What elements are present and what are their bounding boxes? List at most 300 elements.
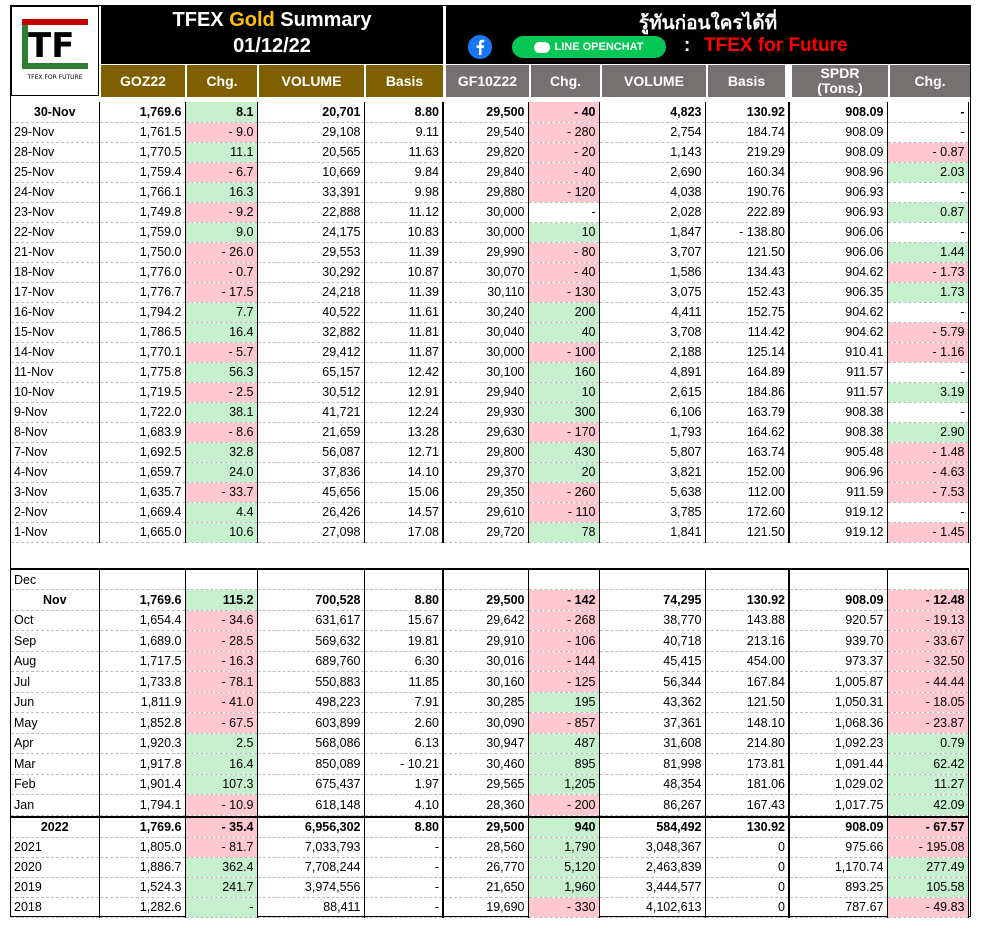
cell: 74,295 xyxy=(599,590,705,611)
cell: 631,617 xyxy=(257,610,364,631)
cell: - xyxy=(887,182,968,202)
cell xyxy=(887,569,968,590)
cell: 28,360 xyxy=(443,795,528,816)
cell: 4,891 xyxy=(599,362,705,382)
row-label: 4-Nov xyxy=(11,462,99,482)
cell: - 142 xyxy=(528,590,599,611)
cell: 29,500 xyxy=(443,817,528,837)
cell: 10.87 xyxy=(364,262,443,282)
cell: 1,005.87 xyxy=(789,672,887,693)
cell: 134.43 xyxy=(705,262,789,282)
col-header-gf-volume: VOLUME xyxy=(602,65,706,97)
cell: 895 xyxy=(528,754,599,775)
table-row xyxy=(11,262,968,282)
brand-link[interactable]: TFEX for Future xyxy=(704,35,848,56)
cell: 908.38 xyxy=(789,402,887,422)
cell: 41,721 xyxy=(257,402,364,422)
row-label: 2021 xyxy=(11,837,99,857)
cell: 975.66 xyxy=(789,837,887,857)
row-label: 30-Nov xyxy=(11,102,99,122)
cell: 1,769.6 xyxy=(99,102,185,122)
row-label: Oct xyxy=(11,610,99,631)
cell: 911.59 xyxy=(789,482,887,502)
cell: 105.58 xyxy=(887,877,968,897)
cell: 125.14 xyxy=(705,342,789,362)
cell: 618,148 xyxy=(257,795,364,816)
cell: 31,608 xyxy=(599,733,705,754)
cell: 9.84 xyxy=(364,162,443,182)
cell: - 18.05 xyxy=(887,692,968,713)
table-row xyxy=(11,482,968,502)
cell: 4,823 xyxy=(599,102,705,122)
cell: 5,807 xyxy=(599,442,705,462)
row-label: 18-Nov xyxy=(11,262,99,282)
cell: 30,460 xyxy=(443,754,528,775)
cell: - 7.53 xyxy=(887,482,968,502)
cell: - 1.16 xyxy=(887,342,968,362)
cell: 1,659.7 xyxy=(99,462,185,482)
row-label: Nov xyxy=(11,590,99,611)
col-header-gold-chg: Chg. xyxy=(187,65,257,97)
cell: - 4.63 xyxy=(887,462,968,482)
cell: 29,720 xyxy=(443,522,528,542)
cell xyxy=(528,569,599,590)
row-label: 15-Nov xyxy=(11,322,99,342)
cell: 1,920.3 xyxy=(99,733,185,754)
cell: 1,733.8 xyxy=(99,672,185,693)
cell: 30,000 xyxy=(443,342,528,362)
cell: - 130 xyxy=(528,282,599,302)
cell: - 260 xyxy=(528,482,599,502)
cell: - 33.67 xyxy=(887,631,968,652)
cell: 908.96 xyxy=(789,162,887,182)
cell: 911.57 xyxy=(789,382,887,402)
cell: 121.50 xyxy=(705,522,789,542)
cell: 4,102,613 xyxy=(599,897,705,917)
cell: 2,028 xyxy=(599,202,705,222)
cell xyxy=(443,569,528,590)
cell: 17.08 xyxy=(364,522,443,542)
cell: 1,917.8 xyxy=(99,754,185,775)
title-prefix: TFEX xyxy=(172,9,230,31)
cell: 107.3 xyxy=(185,774,257,795)
cell: 11.39 xyxy=(364,282,443,302)
col-header-spdr: SPDR (Tons.) xyxy=(792,65,888,97)
cell: 21,659 xyxy=(257,422,364,442)
cell: 30,240 xyxy=(443,302,528,322)
cell: 584,492 xyxy=(599,817,705,837)
table-row xyxy=(11,774,968,795)
cell: 850,089 xyxy=(257,754,364,775)
row-label: 1-Nov xyxy=(11,522,99,542)
cell: 29,880 xyxy=(443,182,528,202)
cell: 1.44 xyxy=(887,242,968,262)
col-header-gf10z22: GF10Z22 xyxy=(446,65,529,97)
cell: - xyxy=(528,202,599,222)
cell: - 5.7 xyxy=(185,342,257,362)
cell: 152.00 xyxy=(705,462,789,482)
cell: - xyxy=(887,102,968,122)
cell: 19,690 xyxy=(443,897,528,917)
cell: 29,642 xyxy=(443,610,528,631)
table-row xyxy=(11,733,968,754)
cell: 3,048,367 xyxy=(599,837,705,857)
cell: 1,683.9 xyxy=(99,422,185,442)
cell: 10,669 xyxy=(257,162,364,182)
cell: 3,708 xyxy=(599,322,705,342)
table-row xyxy=(11,651,968,672)
cell: 29,108 xyxy=(257,122,364,142)
cell: 29,500 xyxy=(443,102,528,122)
cell: 181.06 xyxy=(705,774,789,795)
cell: 1,654.4 xyxy=(99,610,185,631)
cell: 1,722.0 xyxy=(99,402,185,422)
cell: 29,500 xyxy=(443,590,528,611)
cell: - 2.5 xyxy=(185,382,257,402)
promo-block xyxy=(446,6,970,64)
cell: 38,770 xyxy=(599,610,705,631)
col-header-spdr-chg: Chg. xyxy=(890,65,970,97)
row-label: 17-Nov xyxy=(11,282,99,302)
line-openchat-button[interactable] xyxy=(512,36,666,58)
cell: 1,050.31 xyxy=(789,692,887,713)
cell: 29,910 xyxy=(443,631,528,652)
cell: - 67.5 xyxy=(185,713,257,734)
col-header-gf-chg: Chg. xyxy=(531,65,600,97)
cell: 42.09 xyxy=(887,795,968,816)
cell: 1,805.0 xyxy=(99,837,185,857)
cell: - 80 xyxy=(528,242,599,262)
cell: - 8.6 xyxy=(185,422,257,442)
cell: 430 xyxy=(528,442,599,462)
cell: 908.09 xyxy=(789,102,887,122)
title-gold: Gold xyxy=(229,9,275,31)
row-label: 3-Nov xyxy=(11,482,99,502)
cell: - xyxy=(364,857,443,877)
table-row xyxy=(11,713,968,734)
cell: 26,770 xyxy=(443,857,528,877)
cell: 29,630 xyxy=(443,422,528,442)
cell: 163.79 xyxy=(705,402,789,422)
header xyxy=(11,6,970,97)
cell: 29,610 xyxy=(443,502,528,522)
cell: 115.2 xyxy=(185,590,257,611)
cell: 1,170.74 xyxy=(789,857,887,877)
cell: 213.16 xyxy=(705,631,789,652)
cell: 26,426 xyxy=(257,502,364,522)
cell: 1,769.6 xyxy=(99,590,185,611)
monthly-table xyxy=(11,568,969,816)
table-row xyxy=(11,322,968,342)
cell: 121.50 xyxy=(705,692,789,713)
cell: 11.61 xyxy=(364,302,443,322)
cell: 40,522 xyxy=(257,302,364,322)
row-label: 10-Nov xyxy=(11,382,99,402)
cell: - 9.0 xyxy=(185,122,257,142)
cell: 22,888 xyxy=(257,202,364,222)
cell: 904.62 xyxy=(789,322,887,342)
cell: - 120 xyxy=(528,182,599,202)
cell xyxy=(789,569,887,590)
table-row xyxy=(11,182,968,202)
cell: 1,750.0 xyxy=(99,242,185,262)
table-row xyxy=(11,795,968,816)
cell: 4.4 xyxy=(185,502,257,522)
row-label: May xyxy=(11,713,99,734)
cell: 2.60 xyxy=(364,713,443,734)
logo-text: TFEX FOR FUTURE xyxy=(27,74,83,81)
table-row xyxy=(11,382,968,402)
cell: 0 xyxy=(705,897,789,917)
row-label: 29-Nov xyxy=(11,122,99,142)
facebook-icon[interactable] xyxy=(467,34,493,60)
cell: 2,754 xyxy=(599,122,705,142)
cell: 27,098 xyxy=(257,522,364,542)
cell: 29,540 xyxy=(443,122,528,142)
cell: 30,000 xyxy=(443,202,528,222)
cell: 241.7 xyxy=(185,877,257,897)
logo-letters: TF xyxy=(28,26,75,66)
cell: - xyxy=(887,362,968,382)
cell: 904.62 xyxy=(789,302,887,322)
table-row xyxy=(11,102,968,122)
cell: - xyxy=(364,897,443,917)
cell xyxy=(364,569,443,590)
row-label: Sep xyxy=(11,631,99,652)
cell: 184.74 xyxy=(705,122,789,142)
cell: 29,565 xyxy=(443,774,528,795)
row-label: 11-Nov xyxy=(11,362,99,382)
cell: 8.80 xyxy=(364,102,443,122)
cell: 24.0 xyxy=(185,462,257,482)
cell: 1,766.1 xyxy=(99,182,185,202)
cell: 3,075 xyxy=(599,282,705,302)
cell: 1,692.5 xyxy=(99,442,185,462)
cell: 167.84 xyxy=(705,672,789,693)
cell: - 40 xyxy=(528,162,599,182)
cell: 4,411 xyxy=(599,302,705,322)
cell: 4.10 xyxy=(364,795,443,816)
table-row xyxy=(11,462,968,482)
cell: 1,635.7 xyxy=(99,482,185,502)
cell: 1,759.0 xyxy=(99,222,185,242)
cell: 5,638 xyxy=(599,482,705,502)
colon: : xyxy=(684,35,691,56)
report-date: 01/12/22 xyxy=(233,35,311,57)
cell: 164.62 xyxy=(705,422,789,442)
cell: 1.73 xyxy=(887,282,968,302)
cell: 56.3 xyxy=(185,362,257,382)
cell: 29,800 xyxy=(443,442,528,462)
cell: 16.4 xyxy=(185,754,257,775)
cell: 195 xyxy=(528,692,599,713)
cell: 1,143 xyxy=(599,142,705,162)
table-row xyxy=(11,522,968,542)
cell: 10.83 xyxy=(364,222,443,242)
cell: 2.03 xyxy=(887,162,968,182)
cell: - 5.79 xyxy=(887,322,968,342)
cell: 11.1 xyxy=(185,142,257,162)
cell: 1,852.8 xyxy=(99,713,185,734)
cell: - 20 xyxy=(528,142,599,162)
table-row xyxy=(11,222,968,242)
cell: - xyxy=(887,222,968,242)
row-label: Apr xyxy=(11,733,99,754)
row-label: 2019 xyxy=(11,877,99,897)
cell: 3.19 xyxy=(887,382,968,402)
cell: 1,794.2 xyxy=(99,302,185,322)
cell: 1,524.3 xyxy=(99,877,185,897)
cell: 911.57 xyxy=(789,362,887,382)
row-label: 23-Nov xyxy=(11,202,99,222)
cell: 906.93 xyxy=(789,202,887,222)
cell: - xyxy=(364,837,443,857)
row-label: 2022 xyxy=(11,817,99,837)
cell: 173.81 xyxy=(705,754,789,775)
cell: - 110 xyxy=(528,502,599,522)
cell: 11.87 xyxy=(364,342,443,362)
cell: 30,100 xyxy=(443,362,528,382)
cell: - 138.80 xyxy=(705,222,789,242)
cell: 20,565 xyxy=(257,142,364,162)
cell: 1,769.6 xyxy=(99,817,185,837)
row-label: 9-Nov xyxy=(11,402,99,422)
cell: 906.96 xyxy=(789,462,887,482)
cell: 172.60 xyxy=(705,502,789,522)
cell: 3,821 xyxy=(599,462,705,482)
cell: 1,068.36 xyxy=(789,713,887,734)
cell: 152.43 xyxy=(705,282,789,302)
cell: 37,836 xyxy=(257,462,364,482)
cell: 12.24 xyxy=(364,402,443,422)
cell: 2.5 xyxy=(185,733,257,754)
cell: 1,960 xyxy=(528,877,599,897)
cell: 1,092.23 xyxy=(789,733,887,754)
line-label: LINE OPENCHAT xyxy=(554,41,644,53)
cell: 906.93 xyxy=(789,182,887,202)
cell: - 40 xyxy=(528,262,599,282)
cell: 10 xyxy=(528,382,599,402)
cell: 45,656 xyxy=(257,482,364,502)
cell: 919.12 xyxy=(789,502,887,522)
row-label: Jun xyxy=(11,692,99,713)
cell: 920.57 xyxy=(789,610,887,631)
cell: - 44.44 xyxy=(887,672,968,693)
cell: 9.11 xyxy=(364,122,443,142)
cell: - xyxy=(887,502,968,522)
cell: 908.38 xyxy=(789,422,887,442)
table-row xyxy=(11,302,968,322)
cell: 1,205 xyxy=(528,774,599,795)
page-title xyxy=(101,9,443,32)
cell: 30,285 xyxy=(443,692,528,713)
cell: 550,883 xyxy=(257,672,364,693)
cell: 14.10 xyxy=(364,462,443,482)
cell: 11.63 xyxy=(364,142,443,162)
cell: 29,990 xyxy=(443,242,528,262)
row-label: 22-Nov xyxy=(11,222,99,242)
cell: - 195.08 xyxy=(887,837,968,857)
cell: 56,344 xyxy=(599,672,705,693)
table-row xyxy=(11,362,968,382)
col-header-gf-basis: Basis xyxy=(708,65,785,97)
title-suffix: Summary xyxy=(274,9,372,31)
cell: - 32.50 xyxy=(887,651,968,672)
cell: 1,719.5 xyxy=(99,382,185,402)
cell: 1,886.7 xyxy=(99,857,185,877)
cell: 112.00 xyxy=(705,482,789,502)
cell: 6.30 xyxy=(364,651,443,672)
table-row xyxy=(11,857,968,877)
cell: 12.91 xyxy=(364,382,443,402)
cell: 114.42 xyxy=(705,322,789,342)
cell: - 106 xyxy=(528,631,599,652)
cell: 1,017.75 xyxy=(789,795,887,816)
cell: 160 xyxy=(528,362,599,382)
cell: 1,586 xyxy=(599,262,705,282)
table-row xyxy=(11,631,968,652)
cell: 28,560 xyxy=(443,837,528,857)
cell: 910.41 xyxy=(789,342,887,362)
cell: 1,029.02 xyxy=(789,774,887,795)
cell: 190.76 xyxy=(705,182,789,202)
cell: 148.10 xyxy=(705,713,789,734)
cell: 8.80 xyxy=(364,817,443,837)
cell: 24,175 xyxy=(257,222,364,242)
cell: 1,790 xyxy=(528,837,599,857)
row-label: 16-Nov xyxy=(11,302,99,322)
cell: - 12.48 xyxy=(887,590,968,611)
cell: 908.09 xyxy=(789,817,887,837)
cell: 7,033,793 xyxy=(257,837,364,857)
cell: - 78.1 xyxy=(185,672,257,693)
cell: - 330 xyxy=(528,897,599,917)
cell: - xyxy=(185,897,257,917)
row-label: 21-Nov xyxy=(11,242,99,262)
cell: 38.1 xyxy=(185,402,257,422)
row-label: 28-Nov xyxy=(11,142,99,162)
cell: - 10.21 xyxy=(364,754,443,775)
cell: 11.27 xyxy=(887,774,968,795)
cell xyxy=(185,569,257,590)
cell: 16.3 xyxy=(185,182,257,202)
cell: 160.34 xyxy=(705,162,789,182)
cell: 940 xyxy=(528,817,599,837)
cell: 1,901.4 xyxy=(99,774,185,795)
cell: 30,160 xyxy=(443,672,528,693)
cell: 498,223 xyxy=(257,692,364,713)
cell: 906.06 xyxy=(789,222,887,242)
cell: 184.86 xyxy=(705,382,789,402)
row-label: 2018 xyxy=(11,897,99,917)
title-block xyxy=(101,6,443,64)
cell: 48,354 xyxy=(599,774,705,795)
cell: 7.91 xyxy=(364,692,443,713)
cell: 29,370 xyxy=(443,462,528,482)
cell: 143.88 xyxy=(705,610,789,631)
table-row xyxy=(11,502,968,522)
cell: 62.42 xyxy=(887,754,968,775)
cell: 1,775.8 xyxy=(99,362,185,382)
cell: 56,087 xyxy=(257,442,364,462)
cell: 219.29 xyxy=(705,142,789,162)
cell: - 268 xyxy=(528,610,599,631)
cell: 29,840 xyxy=(443,162,528,182)
cell xyxy=(99,569,185,590)
cell: - 144 xyxy=(528,651,599,672)
cell: 30,947 xyxy=(443,733,528,754)
cell: - 35.4 xyxy=(185,817,257,837)
